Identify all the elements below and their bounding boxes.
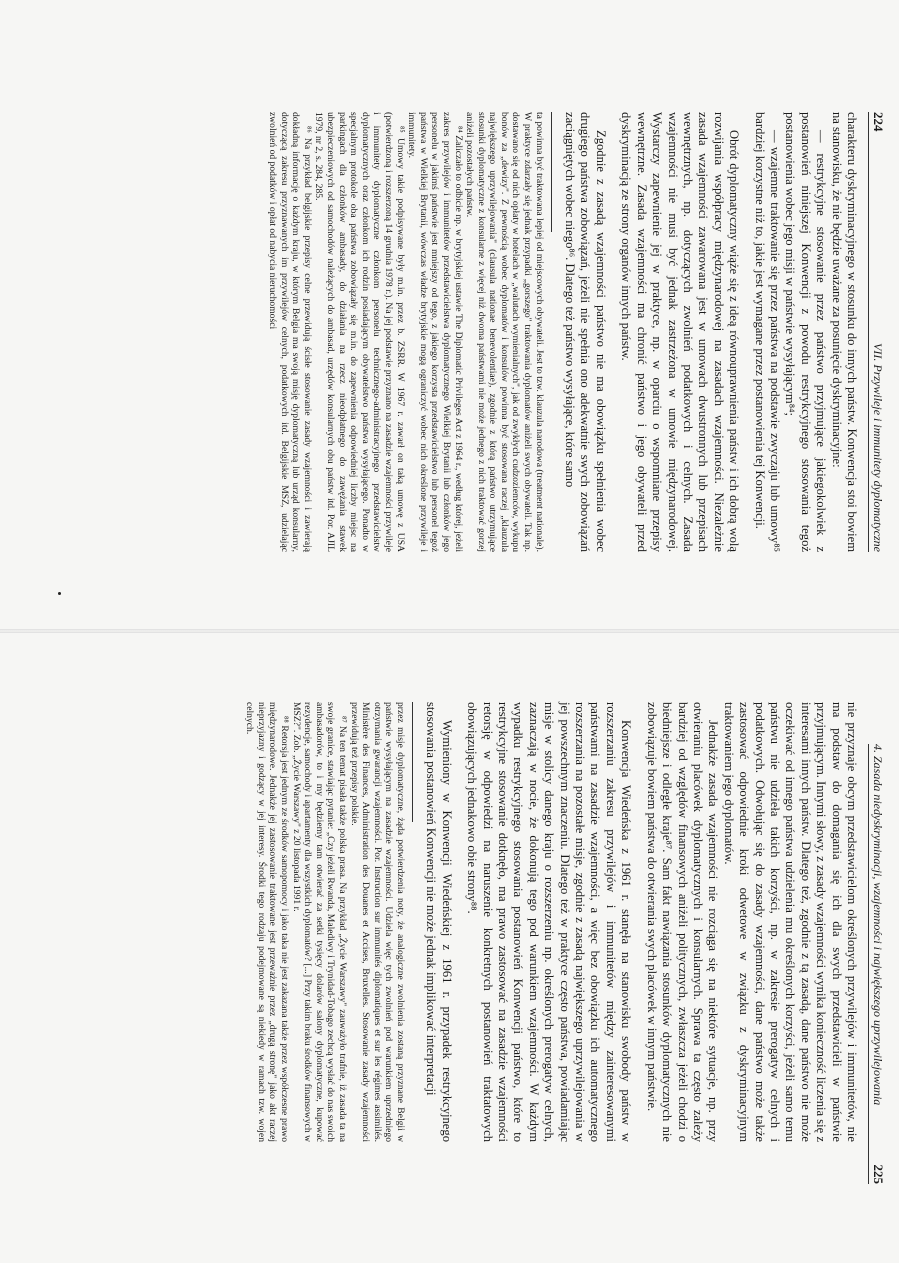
- body-paragraph: Obrót dyplomatyczny wiąże się z ideą równouprawnienia państw i ich dobrą wolą rozwijania współpracy międzynarodowej na zasadach wzajemności. Niezależnie zasada wzajemności zawarowana jest w umowach dwustronnych lub przepisach wewnętrznych, np. dotyczących zwolnień podatkowych i celnych. Zasada wzajemności nie musi być jednak zastrzeżona w umowie międzynarodowej. Wystarczy zapewnienie jej w praktyce, np. w oparciu o wspomniane przepisy wewnętrzne. Zasada wzajemności ma chronić państwo i jego obywateli przed dyskryminacją ze strony organów innych państw.: [619, 112, 742, 552]
- right-column: [244, 702, 859, 1142]
- footnote: ⁸⁴ Zaliczało to odbicie np. w brytyjskiej ustawie The Diplomatic Privileges Act z 1964 r., według której, jeżeli zakres przywilejów i immunitetów przedstawicielstwa dyplomatycznego Wielkiej Brytanii lub członków jego personelu w jakimś państwie jest mniejszy od tego, z jakiego korzysta przedstawicielstwo lub personel tegoż państwa w Wielkiej Brytanii, wówczas władze brytyjskie mogą ograniczyć wobec nich określone przywileje i immunitety.: [406, 112, 464, 552]
- scan-speck: [58, 592, 61, 595]
- footnote-separator: [412, 702, 413, 822]
- footnote: ⁸⁷ Na ten temat pisała także polska prasa. Na przykład „Życie Warszawy" zauważyło trafnie, iż zasada ta na swoje granice, stawiając pytanie: „Czy jeżeli Rwanda, Malediwy i Trynidad-Tobago zechcą wysłać do nas swoich ambasadorów, to i my będziemy tam otwierać za setki tysięcy dolarów salony dyplomatyczne, kupować rezydencje, samochody i apartamenty dla wszystkich dyplomatów? [...] Przy takim braku środków finansowych w MSZ?". Zob. „Życie Warszawy" z 20 listopada 1991 r.: [290, 702, 349, 1142]
- left-body-text: [562, 112, 859, 552]
- left-footnotes: [266, 112, 544, 552]
- body-paragraph: Wymieniony w Konwencji Wiedeńskiej z 1961 r. przypadek restrykcyjnego stosowania postanowień Konwencji nie może jednak implikować interpretacji: [424, 702, 454, 1142]
- left-column: [266, 112, 859, 552]
- body-paragraph: charakteru dyskryminacyjnego w stosunku do innych państw. Konwencja stoi bowiem na stanowisku, że nie będzie uważane za posunięcie dyskryminacyjne:: [829, 112, 859, 552]
- right-body-text: [423, 702, 859, 1142]
- right-page-header: [868, 744, 885, 1184]
- footnote: ⁸⁸ Retorsja jest jednym ze środków samopomocy i jako taka nie jest zakazana także przez współczesne prawo międzynarodowe. Jednakże jej zastosowanie traktowane jest przeważnie przez „drugą stronę" jako akt raczej nieprzyjazny i godzący w jej interesy. Środki tego rodzaju podejmowane są niekiedy w ramach tzw. wojen celnych.: [244, 702, 291, 1142]
- left-page-header: [868, 112, 885, 552]
- right-page-number: 225: [871, 1164, 886, 1184]
- right-footnotes: [244, 702, 406, 1142]
- footnote: przez misje dyplomatyczne, żąda potwierdzenia noty, że analogiczne zwolnienia zostaną przyznane Belgii w państwie wysyłającym na zasadzie wzajemności. Udziela więc tych zwolnień pod warunkiem uprzedniego otrzymania gwarancji wzajemności. Por. Instruction sur immunités diplomatiques et sur les régimes assimilés. Ministère des Finances, Administration des Douanes et Accises, Bruxelles. Stosowanie zasady wzajemności przewidują też przepisy polskie.: [348, 702, 407, 1142]
- left-page: [0, 0, 899, 631]
- body-paragraph: nie przyznaje obcym przedstawicielom określonych przywilejów i immunitetów, nie ma podstaw do domagania się ich dla swych przedstawicieli w państwie przyjmującym. Innymi słowy, z zasady wzajemności wynika konieczność liczenia się z interesami innych państw. Dlatego też, zgodnie z tą zasadą, dane państwo nie może oczekiwać od innego państwa udzielenia mu określonych korzyści, jeżeli samo temu państwu nie udzieła takich korzyści, np. w zakresie prerogatyw celnych i podatkowych. Odwołując się do zasady wzajemności, dane państwo może także zastosować odpowiednie kroki odwetowe w związku z dyskryminacyjnym traktowaniem jego dyplomatów.: [721, 702, 859, 1142]
- body-paragraph: Zgodnie z zasadą wzajemności państwo nie ma obowiązku spełnienia wobec drugiego państwa zobowiązań, jeżeli nie spełnia ono adekwatnie swych zobowiązań zaciągniętych wobec niego⁸⁶. Dlatego też państwo wysyłające, które samo: [563, 112, 608, 552]
- paragraph-spacer: [454, 702, 464, 1142]
- footnote: ⁸⁶ Na przykład belgijskie przepisy celne przewidują ścisłe stosowanie zasady wzajemności i zawierają dokładną informację o każdym kraju, w którym Belgia ma swoją misję dyplomatyczną lub urząd konsularny, dotyczącą zakresu przyznawanych im przywilejów celnych, podatkowych itd. Belgijskie MSZ, udzielając zwolnień od podatków i opłat od nabycia nieruchomości: [267, 112, 313, 552]
- paragraph-spacer: [608, 112, 618, 552]
- right-running-title: 4. Zasada niedyskryminacji, wzajemności i największego uprzywilejowania: [871, 744, 885, 1106]
- body-paragraph: Jednakże zasada wzajemności nie rozciąga się na niektóre sytuacje, np. przy otwieraniu placówek dyplomatycznych i konsularnych. Sprawa ta często zależy bardziej od względów finansowych aniżeli politycznych, zwłaszcza jeżeli chodzi o biedniejsze i odległe kraje⁸⁷. Sam fakt nawiązania stosunków dyplomatycznych nie zobowiązuje bowiem państwa do otwierania swych placówek w innym państwie.: [644, 702, 721, 1142]
- body-paragraph: Konwencja Wiedeńska z 1961 r. stanęła na stanowisku swobody państw w rozszerzaniu zakresu przywilejów i immunitetów między zainteresowanymi państwami na zasadzie wzajemności, a więc bez obowiązku ich automatycznego rozszerzania na pozostałe misje, zgodnie z zasadą największego uprzywilejowania w jej powszechnym znaczeniu. Dlatego też w praktyce często państwa, powiadamiając misje w stolicy danego kraju o rozszerzeniu np. określonych prerogatyw celnych, zaznaczają w nocie, że dokonują tego pod warunkiem wzajemności. W każdym wypadku restrykcyjnego stosowania postanowień Konwencji państwo, które to restrykcyjne stosowanie dotknęło, ma prawo zastosować na zasadzie wzajemności retorsję w odpowiedzi na naruszenie konkretnych postanowień traktatowych obowiązujących jednakowo obie strony⁸⁸.: [465, 702, 634, 1142]
- footnote: ⁸⁵ Umowy takie podpisywane były m.in. przez b. ZSRR. W 1967 r. zawarł on taką umowę z USA (potwierdzoną i rozszerzoną 14 grudnia 1978 r.). Na jej podstawie przyznano na zasadzie wzajemności przywileje i immunitety dyplomatyczne członkom personelu technicznego-administracyjnego przedstawicielstw dyplomatycznych oraz członkom ich rodzin posiadającym obywatelstwo państwa wysyłającego. Ponadto w specjalnym protokole oba państwa zobowiązały się m.in. do zapewnienia odpowiedniej liczby miejsc na parkingach dla członków ambasady, do działania na rzecz nieodpłatnego do zawężania stawek ubezpieczeniowych od samochodów należących do ambasad, urzędów konsularnych obu państw itd. Por. AJIL 1979, nr 2, s. 284, 285.: [313, 112, 406, 552]
- body-paragraph: — restrykcyjne stosowanie przez państwo przyjmujące jakiegokolwiek z postanowień niniejszej Konwencji z powodu restrykcyjnego stosowania tegoż postanowienia wobec jego misji w państwie wysyłającym⁸⁴;: [783, 112, 829, 552]
- footnote-separator: [551, 112, 552, 232]
- paragraph-spacer: [741, 112, 751, 552]
- left-page-number: 224: [871, 112, 886, 132]
- left-running-title: VII. Przywileje i immunitety dyplomatyczne: [871, 343, 885, 552]
- body-paragraph: — wzajemne traktowanie się przez państwa na podstawie zwyczaju lub umowy⁸⁵ bardziej korzystne niż to, jakie jest wymagane przez postanowienia tej Konwencji.: [752, 112, 782, 552]
- footnote: ta powinna być traktowana lepiej od miejscowych obywateli. Jest to tzw. klauzula narodowa (treatment nationale). W praktyce zdarzały się jednak przypadki „gorszego" traktowania dyplomatów aniżeli swych obywateli. Tak np. dostawano się od nich opłaty w hotelach w „walutach wymienialnych", jak od zwykłych cudzoziemców, wykupu bonów za „dewizy". Z pewnością wobec dyplomatów i konsulów powinna być stosowana raczej „klauzula największego uprzywilejowania" (clausula nationae benevolentiae), zgodnie z którą państwo utrzymujące stosunki dyplomatyczne z konsularne z więcej niż dwoma państwami nie może jednego z nich traktować gorzej aniżeli pozostałych państw.: [464, 112, 545, 552]
- right-page: [0, 632, 899, 1263]
- paragraph-spacer: [633, 702, 643, 1142]
